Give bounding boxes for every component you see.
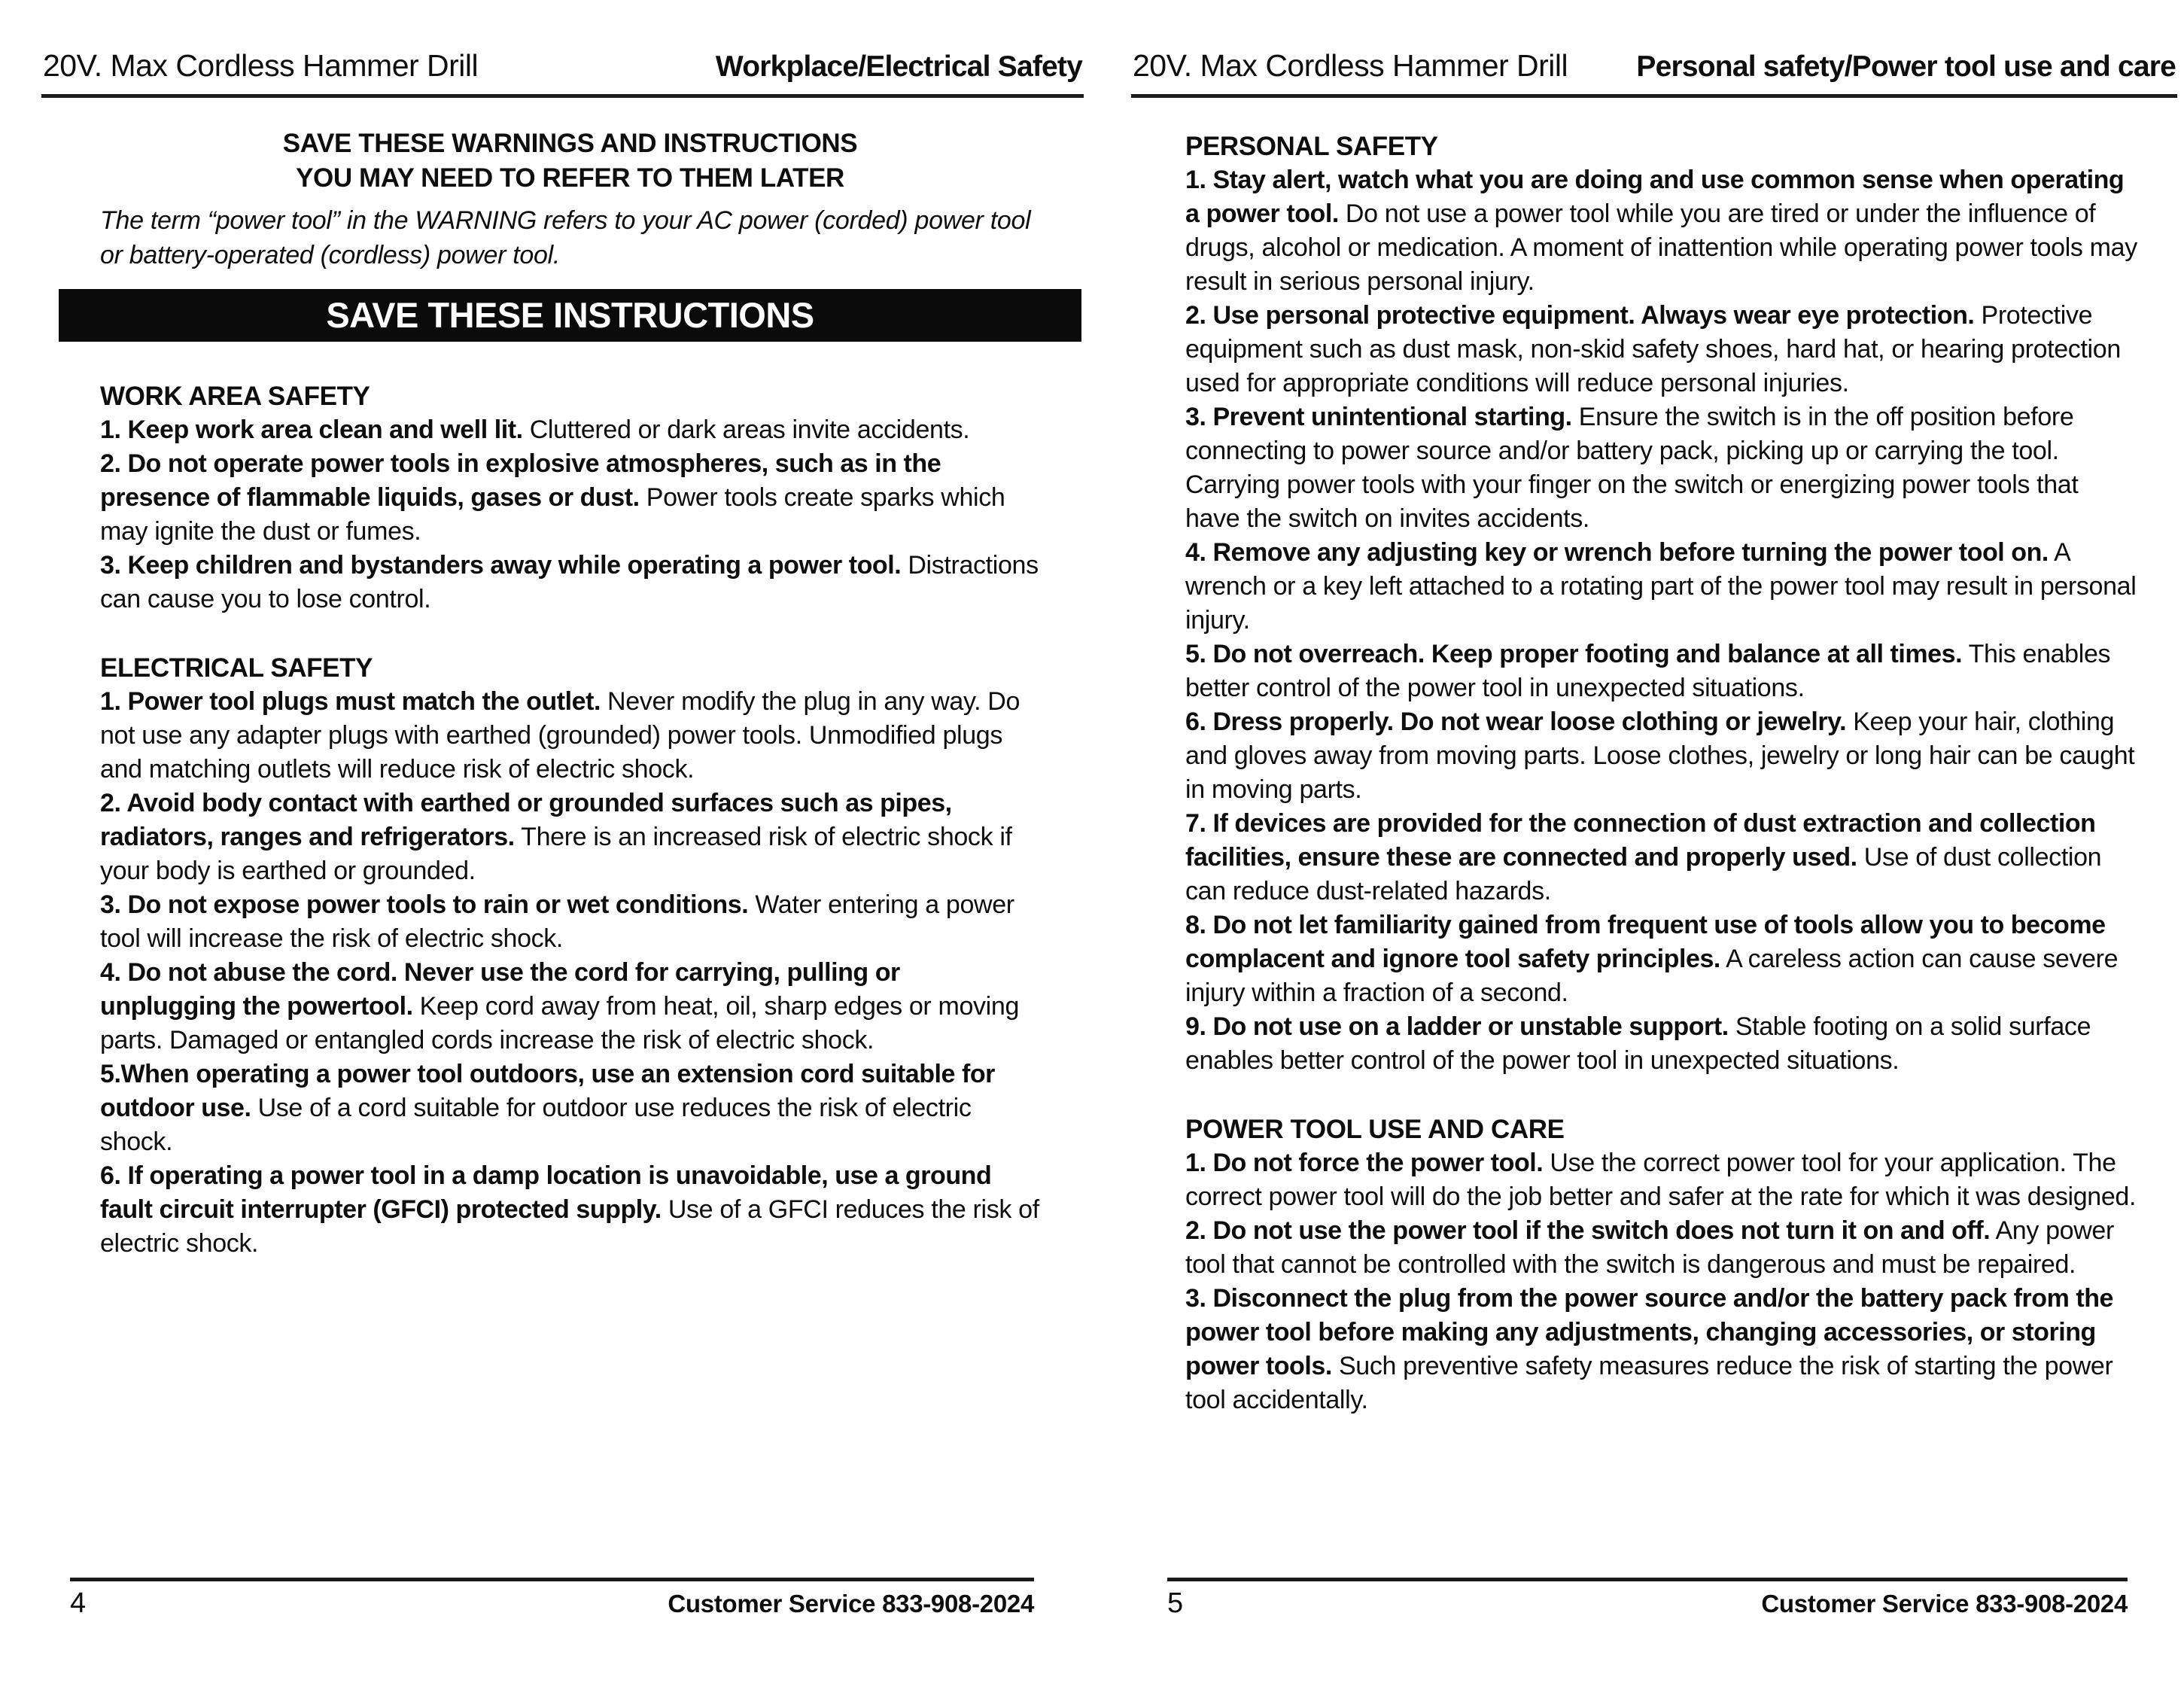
power-tool-definition: The term “power tool” in the WARNING refers to your AC power (corded) power tool or battery-operated (cordless) power tool.	[100, 206, 1031, 269]
item-lead: 5.When operating a power tool outdoors, use an extension cord suitable for outdoor use.	[100, 1060, 995, 1122]
item-lead: 6. Dress properly. Do not wear loose clothing or jewelry.	[1185, 708, 1847, 736]
item-text: Use of a GFCI reduces the risk of electric shock.	[100, 1195, 1039, 1258]
item-text: Use of dust collection can reduce dust-related hazards.	[1185, 843, 2102, 905]
page-footer	[70, 1578, 1034, 1620]
safety-item	[1185, 807, 2138, 908]
item-lead: 1. Stay alert, watch what you are doing and use common sense when operating a power tool.	[1185, 166, 2125, 228]
item-lead: 3. Keep children and bystanders away while operating a power tool.	[100, 551, 902, 580]
document-title: 20V. Max Cordless Hammer Drill	[1133, 48, 1568, 83]
safety-item	[1185, 638, 2138, 705]
item-text: Any power tool that cannot be controlled with the switch is dangerous and must be repaired.	[1185, 1216, 2114, 1279]
page-footer	[1167, 1578, 2128, 1620]
safety-section	[1185, 129, 2138, 1078]
item-lead: 8. Do not let familiarity gained from frequent use of tools allow you to become complacent and ignore tool safety principles.	[1185, 911, 2106, 973]
safety-item	[100, 787, 1040, 888]
item-lead: 3. Prevent unintentional starting.	[1185, 403, 1572, 431]
item-text: This enables better control of the power tool in unexpected situations.	[1185, 640, 2111, 702]
item-text: Water entering a power tool will increase the risk of electric shock.	[100, 890, 1014, 953]
safety-item	[1185, 299, 2138, 400]
item-lead: 4. Do not abuse the cord. Never use the cord for carrying, pulling or unplugging the powertool.	[100, 958, 900, 1021]
safety-section	[100, 379, 1040, 616]
safety-item	[100, 447, 1040, 549]
document-title: 20V. Max Cordless Hammer Drill	[43, 48, 479, 83]
item-text: A careless action can cause severe injury within a fraction of a second.	[1185, 945, 2119, 1007]
refer-later-line: YOU MAY NEED TO REFER TO THEM LATER	[296, 163, 844, 193]
page-content	[1131, 129, 2177, 1417]
safety-item	[1185, 908, 2138, 1010]
item-lead: 1. Do not force the power tool.	[1185, 1149, 1544, 1177]
safety-section	[100, 651, 1040, 1261]
item-lead: 2. Do not use the power tool if the switch does not turn it on and off.	[1185, 1216, 1991, 1245]
save-warnings-line: SAVE THESE WARNINGS AND INSTRUCTIONS	[282, 129, 858, 158]
item-text: Do not use a power tool while you are tired or under the influence of drugs, alcohol or medication. A moment of inattention while operating power tools may result in serious personal injury.	[1185, 199, 2137, 296]
safety-item	[1185, 1010, 2138, 1078]
intro-block	[100, 126, 1040, 342]
safety-item	[1185, 163, 2138, 299]
item-text: Keep cord away from heat, oil, sharp edges or moving parts. Damaged or entangled cords increase the risk of electric shock.	[100, 992, 1019, 1054]
item-lead: 5. Do not overreach. Keep proper footing and balance at all times.	[1185, 640, 1963, 668]
item-lead: 4. Remove any adjusting key or wrench before turning the power tool on.	[1185, 538, 2049, 567]
save-instructions-banner: SAVE THESE INSTRUCTIONS	[59, 289, 1081, 342]
section-heading: PERSONAL SAFETY	[1185, 132, 1438, 161]
item-text: Use the correct power tool for your application. The correct power tool will do the job better and safer at the rate for which it was designed.	[1185, 1149, 2137, 1211]
safety-section	[1185, 1112, 2138, 1417]
customer-service-line: Customer Service 833-908-2024	[668, 1590, 1034, 1617]
item-text: There is an increased risk of electric shock if your body is earthed or grounded.	[100, 823, 1012, 885]
item-text: Protective equipment such as dust mask, non-skid safety shoes, hard hat, or hearing protection used for appropriate conditions will reduce personal injuries.	[1185, 301, 2121, 397]
item-lead: 9. Do not use on a ladder or unstable support.	[1185, 1012, 1729, 1041]
item-text: Keep your hair, clothing and gloves away from moving parts. Loose clothes, jewelry or long hair can be caught in moving parts.	[1185, 708, 2135, 804]
safety-item	[100, 1159, 1040, 1261]
page-header	[1131, 48, 2177, 98]
safety-item	[100, 888, 1040, 956]
page-content	[41, 126, 1084, 1261]
item-text: Distractions can cause you to lose control.	[100, 551, 1039, 613]
item-lead: 2. Avoid body contact with earthed or grounded surfaces such as pipes, radiators, ranges and refrigerators.	[100, 789, 952, 851]
page-number: 5	[1167, 1587, 1184, 1619]
safety-item	[100, 685, 1040, 787]
item-text: Never modify the plug in any way. Do not use any adapter plugs with earthed (grounded) power tools. Unmodified plugs and matching outlets will reduce risk of electric shock.	[100, 687, 1021, 784]
item-lead: 2. Do not operate power tools in explosive atmospheres, such as in the presence of flammable liquids, gases or dust.	[100, 449, 941, 512]
item-text: Ensure the switch is in the off position before connecting to power source and/or battery pack, picking up or carrying the tool. Carrying power tools with your finger on the switch or energizing power tools that have the switch on invites accidents.	[1185, 403, 2079, 533]
item-text: Stable footing on a solid surface enables better control of the power tool in unexpected situations.	[1185, 1012, 2091, 1075]
item-text: Such preventive safety measures reduce the risk of starting the power tool accidentally.	[1185, 1352, 2113, 1414]
safety-item	[100, 1058, 1040, 1159]
safety-item	[1185, 400, 2138, 536]
safety-item	[100, 956, 1040, 1058]
safety-item	[100, 549, 1040, 616]
header-section-title: Personal safety/Power tool use and care	[1636, 50, 2176, 83]
page-header	[41, 48, 1084, 98]
item-lead: 1. Keep work area clean and well lit.	[100, 415, 523, 444]
page-number: 4	[70, 1587, 87, 1619]
safety-item	[1185, 1282, 2138, 1417]
safety-item	[1185, 705, 2138, 807]
page-workplace-electrical-safety	[41, 48, 1084, 1621]
item-lead: 6. If operating a power tool in a damp location is unavoidable, use a ground fault circuit interrupter (GFCI) protected supply.	[100, 1161, 992, 1224]
safety-item	[100, 413, 1040, 447]
section-heading: WORK AREA SAFETY	[100, 382, 370, 411]
item-lead: 3. Do not expose power tools to rain or wet conditions.	[100, 890, 749, 919]
item-lead: 3. Disconnect the plug from the power source and/or the battery pack from the power tool before making any adjustments, changing accessories, or storing power tools.	[1185, 1284, 2114, 1380]
item-lead: 1. Power tool plugs must match the outlet.	[100, 687, 601, 716]
item-text: Power tools create sparks which may ignite the dust or fumes.	[100, 483, 1005, 546]
item-text: A wrench or a key left attached to a rotating part of the power tool may result in personal injury.	[1185, 538, 2137, 635]
item-lead: 7. If devices are provided for the connection of dust extraction and collection facilities, ensure these are connected and properly used.	[1185, 809, 2096, 872]
header-section-title: Workplace/Electrical Safety	[715, 50, 1082, 83]
customer-service-line: Customer Service 833-908-2024	[1761, 1590, 2128, 1617]
item-text: Use of a cord suitable for outdoor use reduces the risk of electric shock.	[100, 1094, 972, 1156]
safety-item	[1185, 1146, 2138, 1214]
safety-item	[1185, 1214, 2138, 1282]
item-lead: 2. Use personal protective equipment. Always wear eye protection.	[1185, 301, 1975, 330]
item-text: Cluttered or dark areas invite accidents.	[522, 415, 970, 444]
sections-container	[1185, 129, 2138, 1417]
page-personal-safety-use-care	[1131, 48, 2177, 1621]
section-heading: ELECTRICAL SAFETY	[100, 653, 373, 683]
sections-container	[100, 379, 1040, 1261]
safety-item	[1185, 536, 2138, 638]
section-heading: POWER TOOL USE AND CARE	[1185, 1115, 1565, 1144]
